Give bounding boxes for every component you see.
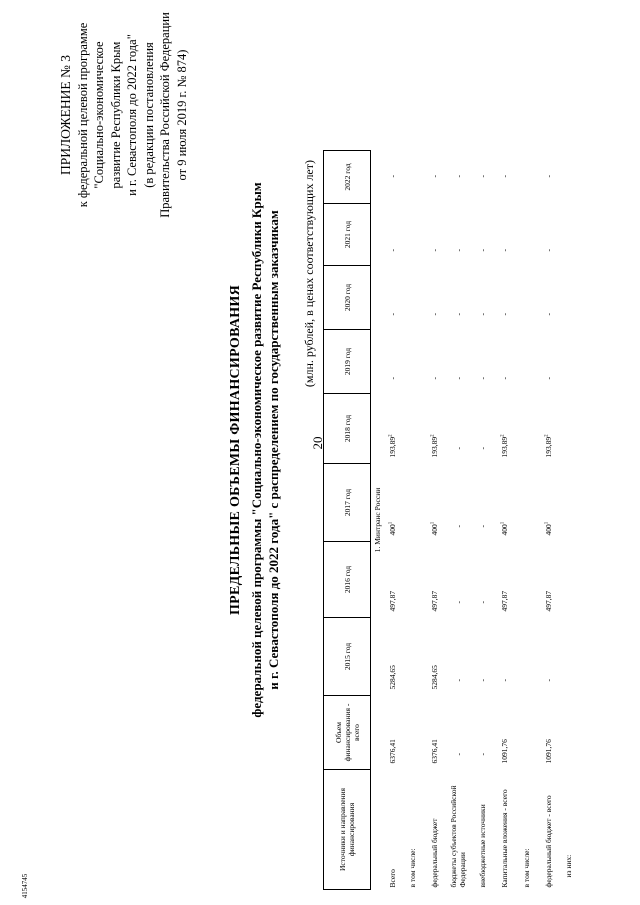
cell-2019: - xyxy=(453,377,463,380)
cell-2021: - xyxy=(499,249,509,252)
cell-value: 193,89 xyxy=(429,436,439,458)
cell-2015: 5284,65 xyxy=(429,665,439,690)
row-label: бюджеты субъектов Российской Федерации xyxy=(449,785,467,888)
column-header: 2017 год xyxy=(324,464,371,542)
appendix-line: "Социально-экономическое xyxy=(92,41,106,189)
column-header: 2015 год xyxy=(324,618,371,696)
footnote-mark: 1 xyxy=(500,521,505,525)
table-row xyxy=(423,151,445,890)
appendix-line: развитие Республики Крым xyxy=(108,41,123,189)
table-row xyxy=(493,151,515,890)
cell-value: 400 xyxy=(387,524,397,536)
cell-2021: - xyxy=(477,249,487,252)
cell-2019: - xyxy=(543,377,553,380)
row-label: Всего xyxy=(387,869,397,888)
rotated-page-content xyxy=(0,10,640,890)
title-heading: ПРЕДЕЛЬНЫЕ ОБЪЕМЫ ФИНАНСИРОВАНИЯ xyxy=(228,284,243,616)
appendix-title: ПРИЛОЖЕНИЕ № 3 xyxy=(58,54,73,176)
cell-2020: - xyxy=(429,313,439,316)
cell-2018 xyxy=(383,394,401,464)
appendix-line: и г. Севастополя до 2022 года" xyxy=(125,34,139,196)
cell-2016: - xyxy=(477,601,487,604)
cell-value: 400 xyxy=(429,524,439,536)
column-header: 2019 год xyxy=(324,330,371,394)
cell-2020: - xyxy=(477,313,487,316)
cell-2021: - xyxy=(387,249,397,252)
cell-2018 xyxy=(537,394,559,464)
empty-cells xyxy=(401,151,423,770)
row-label: в том числе: xyxy=(407,848,417,888)
cell-value: 193,89 xyxy=(387,436,397,458)
cell-2015: 5284,65 xyxy=(387,665,397,690)
cell-total: - xyxy=(453,753,463,756)
cell-2019: - xyxy=(429,377,439,380)
cell-2022: - xyxy=(429,175,439,178)
appendix-line: (в редакции постановления xyxy=(141,42,156,188)
cell-2016: - xyxy=(453,601,463,604)
cell-2022: - xyxy=(499,175,509,178)
footnote-mark: 1 xyxy=(430,521,435,525)
appendix-line: к федеральной целевой программе xyxy=(75,22,90,208)
cell-2015: - xyxy=(499,679,509,682)
cell-total: 6376,41 xyxy=(387,739,397,764)
appendix-line: Правительства Российской Федерации xyxy=(158,12,172,218)
row-label: федеральный бюджет - всего xyxy=(543,795,553,888)
column-header: Источники и направления финансирования xyxy=(324,770,371,890)
column-header: 2021 год xyxy=(324,204,371,266)
cell-2016: 497,87 xyxy=(387,590,397,612)
cell-2017 xyxy=(537,464,559,542)
column-header: 2018 год xyxy=(324,394,371,464)
cell-2015: - xyxy=(543,679,553,682)
cell-2017: - xyxy=(453,525,463,528)
cell-total: 1091,76 xyxy=(543,739,553,764)
footnote-mark: 2 xyxy=(430,434,435,437)
section-title: 1. Минтранс России xyxy=(372,487,382,553)
row-label: Капитальные вложения - всего xyxy=(499,789,509,888)
cell-2021: - xyxy=(453,249,463,252)
cell-2015: - xyxy=(453,679,463,682)
cell-2018: - xyxy=(453,447,463,450)
footnote-mark: 1 xyxy=(544,521,549,525)
footnote-mark: 2 xyxy=(544,434,549,437)
title-subline: федеральной целевой программы "Социально-экономическое развитие Республики Крым xyxy=(249,182,264,718)
title-subline: и г. Севастополя до 2022 года" с распределением по государственным заказчикам xyxy=(266,210,281,690)
document-title xyxy=(228,10,282,890)
row-label: внебюджетные источники xyxy=(477,804,487,888)
cell-2022: - xyxy=(477,175,487,178)
column-header: 2020 год xyxy=(324,266,371,330)
cell-2016: 497,87 xyxy=(429,590,439,612)
table-row xyxy=(515,151,537,890)
row-label: федеральный бюджет xyxy=(429,818,439,888)
footnote-mark: 1 xyxy=(388,521,393,525)
empty-cells xyxy=(515,151,537,770)
cell-value: 400 xyxy=(499,524,509,536)
cell-2020: - xyxy=(387,313,397,316)
financing-table xyxy=(323,151,577,890)
appendix-line: от 9 июля 2019 г. № 874) xyxy=(174,49,189,181)
table-header-row xyxy=(324,151,371,890)
table-row xyxy=(559,151,577,890)
cell-2022: - xyxy=(453,175,463,178)
column-header: 2022 год xyxy=(324,151,371,204)
cell-2015: - xyxy=(477,679,487,682)
cell-2020: - xyxy=(499,313,509,316)
column-header: 2016 год xyxy=(324,542,371,618)
footnote-mark: 2 xyxy=(500,434,505,437)
cell-2022: - xyxy=(543,175,553,178)
table-row xyxy=(383,151,401,890)
row-label: из них: xyxy=(563,854,573,878)
cell-2021: - xyxy=(429,249,439,252)
cell-total: - xyxy=(477,753,487,756)
cell-2018 xyxy=(423,394,445,464)
cell-2018: - xyxy=(477,447,487,450)
table-row xyxy=(537,151,559,890)
cell-2019: - xyxy=(499,377,509,380)
cell-value: 193,89 xyxy=(499,436,509,458)
cell-total: 6376,41 xyxy=(429,739,439,764)
row-label: в том числе: xyxy=(521,848,531,888)
page-number: 20 xyxy=(310,436,325,450)
table-row xyxy=(445,151,471,890)
cell-2017 xyxy=(493,464,515,542)
appendix-block xyxy=(58,0,190,245)
document-number: 4154745 xyxy=(21,873,29,899)
cell-2017 xyxy=(423,464,445,542)
cell-2018 xyxy=(493,394,515,464)
cell-value: 400 xyxy=(543,524,553,536)
cell-2019: - xyxy=(387,377,397,380)
table-row xyxy=(401,151,423,890)
empty-cells xyxy=(559,151,577,770)
cell-2017 xyxy=(383,464,401,542)
table-row xyxy=(471,151,493,890)
units-note: (млн. рублей, в ценах соответствующих лет) xyxy=(302,160,316,388)
cell-2019: - xyxy=(477,377,487,380)
cell-2021: - xyxy=(543,249,553,252)
cell-2016: 497,87 xyxy=(543,590,553,612)
cell-2017: - xyxy=(477,525,487,528)
cell-2016: 497,87 xyxy=(499,590,509,612)
section-row xyxy=(371,151,384,890)
column-header: Объем финансирования - всего xyxy=(324,696,371,770)
cell-value: 193,89 xyxy=(543,436,553,458)
cell-2022: - xyxy=(387,175,397,178)
cell-2020: - xyxy=(543,313,553,316)
footnote-mark: 2 xyxy=(388,434,393,437)
cell-2020: - xyxy=(453,313,463,316)
cell-total: 1091,76 xyxy=(499,739,509,764)
